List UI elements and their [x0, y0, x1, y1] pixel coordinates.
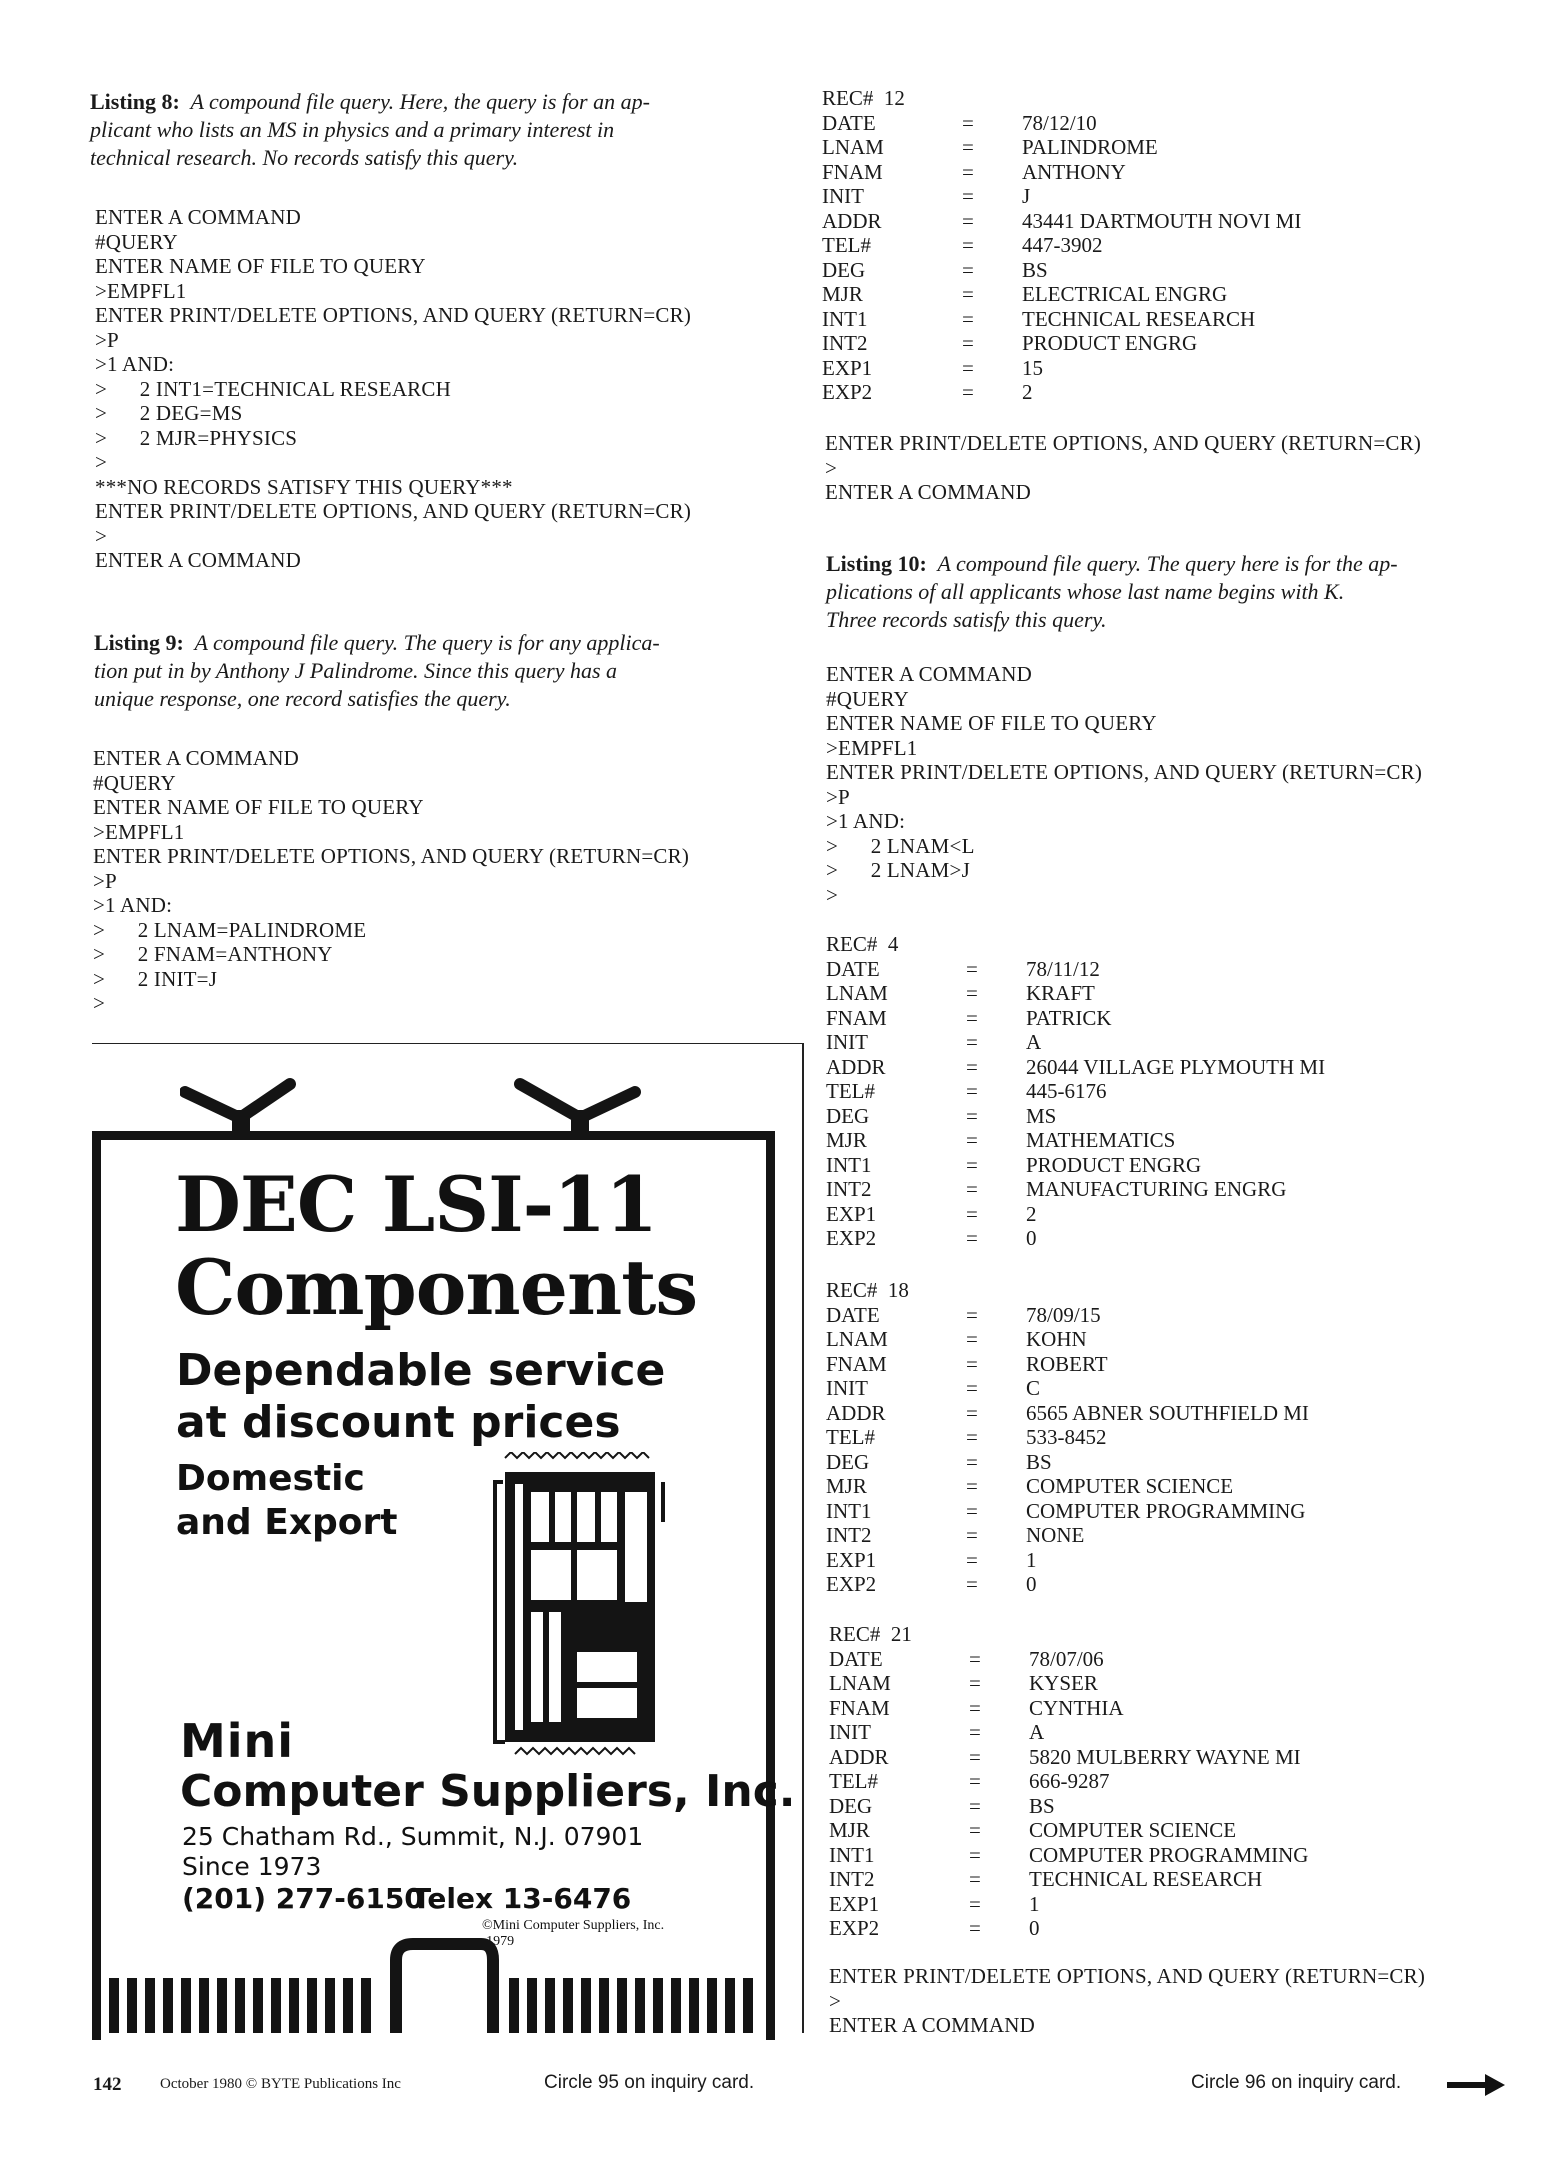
ad-copyright: ©Mini Computer Suppliers, Inc. 1979 [482, 1918, 665, 1949]
code-line: > 2 INIT=J [93, 966, 218, 991]
equals-sign: = [966, 1498, 978, 1523]
field-value: 533-8452 [1026, 1425, 1107, 1449]
record-header: REC# 12 [822, 86, 905, 110]
code-line: ENTER PRINT/DELETE OPTIONS, AND QUERY (RETURN=CR) [95, 499, 692, 523]
code-line: > [93, 991, 106, 1015]
code-line: ENTER A COMMAND [95, 205, 302, 229]
connector-contact [509, 1978, 519, 2033]
field-value: PALINDROME [1022, 135, 1158, 159]
equals-sign: = [966, 1201, 978, 1226]
field-value: NONE [1026, 1523, 1085, 1547]
code-line: ENTER NAME OF FILE TO QUERY [95, 254, 426, 278]
field-value: MS [1026, 1103, 1057, 1128]
code-line: ENTER A COMMAND [95, 548, 302, 572]
ad-telex: Telex 13-6476 [412, 1882, 632, 1915]
record-header: REC# 21 [829, 1622, 912, 1646]
field-value: CYNTHIA [1029, 1695, 1124, 1720]
field-value: 447-3902 [1022, 233, 1103, 257]
code-line: > 2 DEG=MS [95, 401, 243, 425]
inquiry-card-95: Circle 95 on inquiry card. [544, 2072, 755, 2093]
field-name: TEL# [822, 233, 871, 257]
field-value: ANTHONY [1022, 159, 1126, 184]
connector-contact [127, 1978, 137, 2033]
equals-sign: = [962, 184, 974, 208]
code-line: ENTER PRINT/DELETE OPTIONS, AND QUERY (RETURN=CR) [825, 431, 1422, 455]
equals-sign: = [966, 1005, 978, 1030]
field-name: MJR [822, 282, 863, 306]
field-name: EXP2 [826, 1226, 877, 1250]
field-name: DEG [826, 1449, 870, 1474]
code-line: > 2 LNAM>J [826, 858, 970, 882]
connector-contact [109, 1978, 119, 2033]
field-value: 0 [1026, 1226, 1037, 1250]
field-name: LNAM [829, 1671, 891, 1695]
code-line: > 2 FNAM=ANTHONY [93, 942, 333, 966]
code-line: ENTER A COMMAND [825, 480, 1032, 504]
field-name: INIT [829, 1720, 871, 1744]
field-value: 43441 DARTMOUTH NOVI MI [1022, 208, 1302, 233]
field-value: J [1022, 184, 1031, 208]
listing-8-caption: Listing 8: A compound file query. Here, the query is for an ap- plicant who lists an MS in physics and a primary interest in technical research. No records satisfy this query. [90, 89, 650, 170]
equals-sign: = [969, 1793, 981, 1818]
field-name: EXP2 [822, 380, 873, 404]
connector-contact [743, 1978, 753, 2033]
code-line: >P [826, 784, 850, 809]
field-value: ELECTRICAL ENGRG [1022, 282, 1228, 306]
field-value: 26044 VILLAGE PLYMOUTH MI [1026, 1054, 1326, 1079]
code-line: >EMPFL1 [93, 819, 185, 844]
field-name: TEL# [826, 1425, 875, 1449]
connector-contact [361, 1978, 371, 2033]
field-name: EXP2 [829, 1916, 880, 1940]
connector-contact [581, 1978, 591, 2033]
field-name: INT2 [829, 1867, 875, 1891]
connector-contact [343, 1978, 353, 2033]
field-value: 5820 MULBERRY WAYNE MI [1029, 1744, 1301, 1769]
field-value: A [1029, 1720, 1045, 1744]
field-name: TEL# [829, 1769, 878, 1793]
connector-contact [599, 1978, 609, 2033]
record-12 [822, 86, 1422, 406]
field-name: DEG [822, 257, 866, 282]
ad-title-line1: DEC LSI-11 [175, 1160, 657, 1249]
code-line: ENTER NAME OF FILE TO QUERY [826, 711, 1157, 735]
code-line: >EMPFL1 [95, 278, 187, 303]
listing-8-label: Listing 8: [90, 89, 180, 114]
field-name: INT2 [822, 331, 868, 355]
field-value: 78/11/12 [1026, 956, 1100, 981]
equals-sign: = [969, 1769, 981, 1793]
code-line: ***NO RECORDS SATISFY THIS QUERY*** [95, 474, 513, 499]
page-number: 142 [93, 2074, 122, 2095]
ad-subtitle-line1: Dependable service [176, 1345, 666, 1396]
connector-contact [289, 1978, 299, 2033]
code-line: ENTER A COMMAND [829, 2013, 1036, 2037]
field-name: EXP1 [829, 1891, 880, 1916]
equals-sign: = [966, 1376, 978, 1400]
listing-9-code [93, 746, 689, 1016]
equals-sign: = [966, 1547, 978, 1572]
field-name: LNAM [826, 1327, 888, 1351]
code-line: >EMPFL1 [826, 735, 918, 760]
ad-address: 25 Chatham Rd., Summit, N.J. 07901 [182, 1822, 644, 1851]
equals-sign: = [966, 1523, 978, 1547]
equals-sign: = [966, 1302, 978, 1327]
code-line: ENTER PRINT/DELETE OPTIONS, AND QUERY (RETURN=CR) [95, 303, 692, 327]
field-value: BS [1029, 1793, 1055, 1818]
connector-contact [545, 1978, 555, 2033]
field-value: 2 [1022, 380, 1033, 404]
code-line: ENTER A COMMAND [826, 662, 1033, 686]
equals-sign: = [966, 1128, 978, 1152]
equals-sign: = [969, 1867, 981, 1891]
equals-sign: = [966, 1103, 978, 1128]
field-name: ADDR [826, 1054, 886, 1079]
listing-9-label: Listing 9: [94, 630, 184, 655]
connector-contact [199, 1978, 209, 2033]
code-line: ENTER PRINT/DELETE OPTIONS, AND QUERY (RETURN=CR) [826, 760, 1423, 784]
field-value: PRODUCT ENGRG [1026, 1152, 1202, 1177]
field-name: INT2 [826, 1177, 872, 1201]
field-name: MJR [829, 1818, 870, 1842]
connector-contact [653, 1978, 663, 2033]
code-line: ENTER PRINT/DELETE OPTIONS, AND QUERY (RETURN=CR) [93, 844, 690, 868]
equals-sign: = [969, 1744, 981, 1769]
field-value: C [1026, 1376, 1041, 1400]
field-name: INT1 [826, 1498, 872, 1523]
field-value: 0 [1026, 1572, 1037, 1596]
connector-contact [145, 1978, 155, 2033]
code-line: >P [95, 327, 119, 352]
connector-contact [271, 1978, 281, 2033]
code-line: >1 AND: [93, 893, 173, 917]
code-line: > [95, 450, 108, 474]
field-name: EXP1 [822, 355, 873, 380]
connector-contact [671, 1978, 681, 2033]
field-name: MJR [826, 1474, 867, 1498]
field-name: INT2 [826, 1523, 872, 1547]
field-value: 15 [1022, 355, 1043, 380]
ad-phone: (201) 277-6150 [182, 1882, 424, 1915]
field-name: ADDR [826, 1400, 886, 1425]
field-name: EXP1 [826, 1201, 877, 1226]
field-value: COMPUTER PROGRAMMING [1026, 1498, 1306, 1523]
equals-sign: = [966, 1327, 978, 1351]
field-name: MJR [826, 1128, 867, 1152]
code-line: #QUERY [95, 229, 178, 254]
field-name: DEG [826, 1103, 870, 1128]
equals-sign: = [966, 1079, 978, 1103]
code-line: #QUERY [93, 770, 176, 795]
field-name: DATE [822, 110, 876, 135]
equals-sign: = [966, 1449, 978, 1474]
field-name: TEL# [826, 1079, 875, 1103]
field-value: 666-9287 [1029, 1769, 1110, 1793]
code-line: >1 AND: [95, 352, 175, 376]
record-4 [826, 932, 1426, 1252]
field-name: EXP1 [826, 1547, 877, 1572]
field-value: KYSER [1029, 1671, 1098, 1695]
field-value: 1 [1029, 1891, 1040, 1916]
field-value: ROBERT [1026, 1351, 1108, 1376]
code-line: ENTER NAME OF FILE TO QUERY [93, 795, 424, 819]
field-name: LNAM [826, 981, 888, 1005]
code-line: > [825, 455, 838, 480]
field-value: PRODUCT ENGRG [1022, 331, 1198, 355]
listing-8-code [95, 205, 691, 573]
ad-since: Since 1973 [182, 1852, 322, 1881]
field-value: 6565 ABNER SOUTHFIELD MI [1026, 1400, 1309, 1425]
company-logo-name: Computer Suppliers, Inc. [180, 1766, 796, 1817]
field-name: FNAM [826, 1005, 887, 1030]
field-name: DEG [829, 1793, 873, 1818]
field-value: A [1026, 1030, 1042, 1054]
equals-sign: = [962, 355, 974, 380]
field-name: ADDR [822, 208, 882, 233]
equals-sign: = [966, 1400, 978, 1425]
equals-sign: = [966, 1474, 978, 1498]
code-line: >1 AND: [826, 809, 906, 833]
equals-sign: = [966, 1425, 978, 1449]
field-value: TECHNICAL RESEARCH [1029, 1867, 1263, 1891]
equals-sign: = [969, 1671, 981, 1695]
code-line: > [829, 1988, 842, 2013]
listing-10-label: Listing 10: [826, 551, 927, 576]
connector-contact [635, 1978, 645, 2033]
field-name: DATE [826, 956, 880, 981]
card-clip-icon [180, 1070, 700, 1140]
field-value: COMPUTER PROGRAMMING [1029, 1842, 1309, 1867]
ad-title-line2: Components [175, 1243, 698, 1332]
connector-contact [325, 1978, 335, 2033]
equals-sign: = [962, 135, 974, 159]
record-21 [829, 1622, 1429, 1942]
equals-sign: = [969, 1916, 981, 1940]
equals-sign: = [962, 257, 974, 282]
connector-contact [689, 1978, 699, 2033]
connector-contact [617, 1978, 627, 2033]
equals-sign: = [962, 233, 974, 257]
field-value: TECHNICAL RESEARCH [1022, 306, 1256, 331]
connector-contact [217, 1978, 227, 2033]
equals-sign: = [962, 380, 974, 404]
code-line: > 2 INT1=TECHNICAL RESEARCH [95, 376, 451, 401]
ad-subtitle-line2: at discount prices [176, 1397, 621, 1448]
connector-contact [707, 1978, 717, 2033]
field-name: INIT [822, 184, 864, 208]
field-name: FNAM [829, 1695, 890, 1720]
field-name: EXP2 [826, 1572, 877, 1596]
code-line: >P [93, 868, 117, 893]
field-name: DATE [826, 1302, 880, 1327]
field-value: MANUFACTURING ENGRG [1026, 1177, 1287, 1201]
connector-contact [181, 1978, 191, 2033]
equals-sign: = [969, 1695, 981, 1720]
field-name: FNAM [822, 159, 883, 184]
record-21-trailer [829, 1964, 1425, 2038]
field-value: KRAFT [1026, 981, 1095, 1005]
field-name: INIT [826, 1030, 868, 1054]
connector-contact [725, 1978, 735, 2033]
equals-sign: = [962, 331, 974, 355]
equals-sign: = [969, 1891, 981, 1916]
card-edge-connector [101, 1930, 757, 2033]
connector-contact [527, 1978, 537, 2033]
field-value: 78/12/10 [1022, 110, 1097, 135]
equals-sign: = [966, 1030, 978, 1054]
circuit-board-image [485, 1452, 670, 1762]
record-12-trailer [825, 431, 1421, 505]
field-value: MATHEMATICS [1026, 1128, 1176, 1152]
field-value: PATRICK [1026, 1005, 1112, 1030]
equals-sign: = [966, 1177, 978, 1201]
field-value: 1 [1026, 1547, 1037, 1572]
ad-subtitle-line3: Domestic [176, 1458, 365, 1499]
equals-sign: = [969, 1818, 981, 1842]
field-value: KOHN [1026, 1327, 1087, 1351]
field-name: INT1 [826, 1152, 872, 1177]
field-name: FNAM [826, 1351, 887, 1376]
ad-subtitle-line4: and Export [176, 1502, 398, 1543]
equals-sign: = [962, 110, 974, 135]
field-value: 0 [1029, 1916, 1040, 1940]
code-line: > [95, 523, 108, 548]
listing-10-caption: Listing 10: A compound file query. The query here is for the ap- plications of all applicants whose last name begins with K. Three records satisfy this query. [826, 551, 1398, 632]
connector-contact [307, 1978, 317, 2033]
field-value: BS [1026, 1449, 1052, 1474]
record-header: REC# 18 [826, 1278, 909, 1302]
equals-sign: = [962, 159, 974, 184]
equals-sign: = [966, 956, 978, 981]
record-header: REC# 4 [826, 932, 899, 956]
field-value: 445-6176 [1026, 1079, 1107, 1103]
field-value: 78/07/06 [1029, 1646, 1104, 1671]
equals-sign: = [962, 306, 974, 331]
field-name: ADDR [829, 1744, 889, 1769]
equals-sign: = [966, 1054, 978, 1079]
ad-frame-top-rule [92, 1043, 803, 1044]
equals-sign: = [966, 1226, 978, 1250]
code-line: > 2 LNAM=PALINDROME [93, 917, 367, 942]
code-line: ENTER A COMMAND [93, 746, 300, 770]
equals-sign: = [966, 1351, 978, 1376]
code-line: #QUERY [826, 686, 909, 711]
field-value: BS [1022, 257, 1048, 282]
equals-sign: = [966, 1152, 978, 1177]
equals-sign: = [962, 208, 974, 233]
ad-frame-right-rule [802, 1043, 804, 2033]
field-name: INT1 [829, 1842, 875, 1867]
listing-10-code [826, 662, 1422, 907]
code-line: > [826, 882, 839, 907]
company-logo-mini: Mini [180, 1714, 295, 1768]
field-value: 78/09/15 [1026, 1302, 1101, 1327]
arrow-right-icon [1447, 2074, 1507, 2096]
inquiry-card-96: Circle 96 on inquiry card. [1191, 2072, 1402, 2093]
record-18 [826, 1278, 1426, 1598]
equals-sign: = [969, 1720, 981, 1744]
connector-contact [235, 1978, 245, 2033]
field-name: INIT [826, 1376, 868, 1400]
field-value: 2 [1026, 1201, 1037, 1226]
field-name: DATE [829, 1646, 883, 1671]
code-line: ENTER PRINT/DELETE OPTIONS, AND QUERY (RETURN=CR) [829, 1964, 1426, 1988]
field-value: COMPUTER SCIENCE [1026, 1474, 1234, 1498]
code-line: > 2 LNAM<L [826, 833, 975, 858]
equals-sign: = [966, 981, 978, 1005]
code-line: > 2 MJR=PHYSICS [95, 425, 298, 450]
equals-sign: = [966, 1572, 978, 1596]
publication-line: October 1980 © BYTE Publications Inc [160, 2076, 401, 2092]
equals-sign: = [962, 282, 974, 306]
equals-sign: = [969, 1842, 981, 1867]
equals-sign: = [969, 1646, 981, 1671]
listing-9-caption: Listing 9: A compound file query. The query is for any applica- tion put in by Anthony J Palindrome. Since this query has a unique response, one record satisfies the query. [94, 630, 660, 711]
field-name: INT1 [822, 306, 868, 331]
connector-contact [163, 1978, 173, 2033]
field-value: COMPUTER SCIENCE [1029, 1818, 1237, 1842]
connector-contact [563, 1978, 573, 2033]
connector-contact [253, 1978, 263, 2033]
field-name: LNAM [822, 135, 884, 159]
